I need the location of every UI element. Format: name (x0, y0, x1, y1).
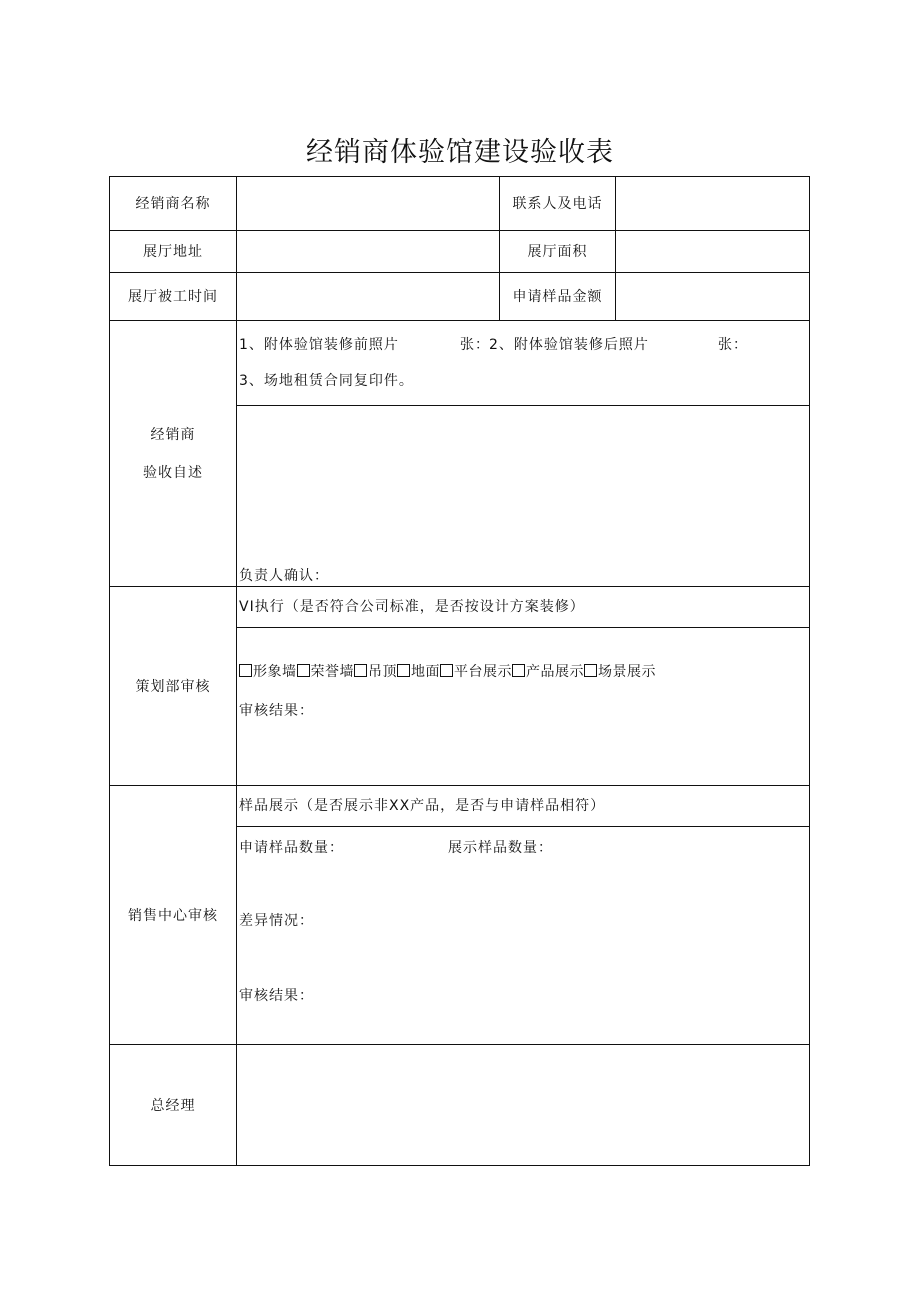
completion-time-label: 展厅被工时间 (128, 289, 218, 305)
checkbox[interactable] (440, 664, 453, 677)
row-divider (110, 320, 809, 321)
planning-label: 策划部审核 (135, 679, 211, 695)
option-label: 平台展示 (454, 664, 512, 680)
vi-options (239, 663, 656, 681)
attachment-after-photos: 2、附体验馆装修后照片 (489, 337, 649, 353)
row-divider (237, 826, 809, 827)
sales-label: 销售中心审核 (128, 908, 218, 924)
option-label: 荣誉墙 (310, 664, 354, 680)
gm-label: 总经理 (150, 1098, 196, 1114)
planning-result-label: 审核结果： (239, 703, 314, 719)
row-divider (110, 586, 809, 587)
checkbox[interactable] (354, 664, 367, 677)
self-report-label: 验收自述 (143, 465, 203, 481)
option-label: 地面 (411, 664, 440, 680)
option-label: 吊顶 (368, 664, 397, 680)
row-divider (237, 405, 809, 406)
checkbox[interactable] (397, 664, 410, 677)
row-divider (110, 230, 809, 231)
display-qty-label: 展示样品数量： (448, 840, 553, 856)
attachment-before-photos: 1、附体验馆装修前照片 (239, 337, 399, 353)
checkbox[interactable] (584, 664, 597, 677)
row-divider (110, 272, 809, 273)
dealer-name-label: 经销商名称 (135, 196, 211, 212)
page-title: 经销商体验馆建设验收表 (306, 137, 614, 168)
sample-heading: 样品展示（是否展示非XX产品，是否与申请样品相符） (239, 798, 606, 814)
row-divider (237, 627, 809, 628)
checkbox[interactable] (297, 664, 310, 677)
sample-amount-label: 申请样品金额 (512, 289, 603, 305)
attachment-unit: 张： (460, 337, 490, 353)
area-label: 展厅面积 (527, 244, 588, 260)
checkbox[interactable] (512, 664, 525, 677)
address-label: 展厅地址 (143, 244, 203, 260)
attachment-unit: 张： (718, 337, 748, 353)
self-report-label: 经销商 (150, 427, 196, 443)
sales-result-label: 审核结果： (239, 988, 314, 1004)
vi-heading: VI执行（是否符合公司标准，是否按设计方案装修） (239, 599, 585, 615)
attachment-lease-contract: 3、场地租赁合同复印件。 (239, 373, 414, 389)
column-divider (615, 177, 616, 320)
difference-label: 差异情况： (239, 913, 314, 929)
option-label: 场景展示 (598, 664, 656, 680)
row-divider (110, 1044, 809, 1045)
confirm-label: 负责人确认： (239, 568, 329, 584)
checkbox[interactable] (239, 664, 252, 677)
option-label: 产品展示 (526, 664, 584, 680)
apply-qty-label: 申请样品数量： (239, 840, 344, 856)
contact-label: 联系人及电话 (512, 196, 603, 212)
column-divider (236, 177, 237, 1165)
row-divider (110, 785, 809, 786)
acceptance-table (109, 176, 810, 1166)
option-label: 形象墙 (253, 664, 297, 680)
